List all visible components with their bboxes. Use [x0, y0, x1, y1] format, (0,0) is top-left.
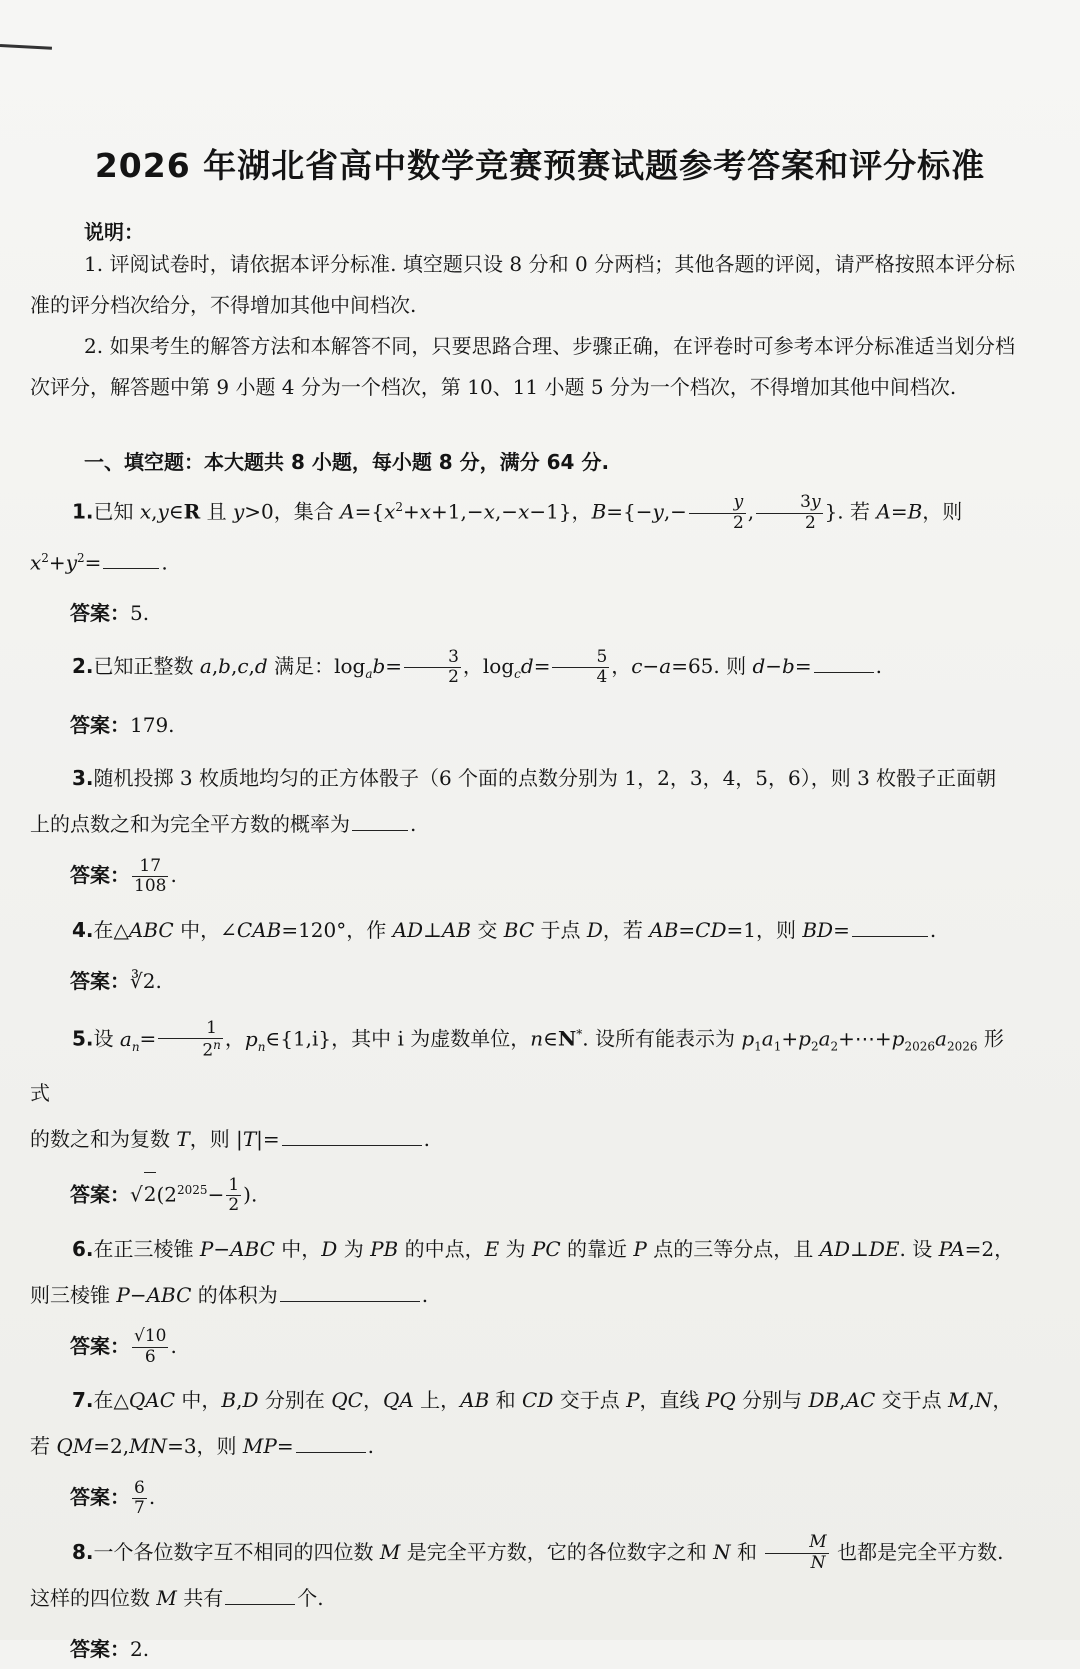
question-1: 1.已知 x,y∈R 且 y>0，集合 $A=\{x^2+x+1,-x,-x-1\}$，B={−y,− $\frac{y}{2}$ , $\frac{3y}{2}$ }. 若 A=B，则 $x^2+y^2=$ . — [30, 492, 963, 575]
question-7: 7.在△QAC 中，B,D 分别在 QC，QA 上，AB 和 CD 交于点 P，直线 PQ 分别与 DB,AC 交于点 M,N， — [72, 1388, 1013, 1413]
answer-5: 答案：$√2(2^{2025}-$ $\frac{1}{2}$ ). — [70, 1170, 1015, 1216]
notes-heading: 说明： — [84, 220, 144, 244]
document-title: 2026 年湖北省高中数学竞赛预赛试题参考答案和评分标准 — [94, 146, 986, 185]
question-5-cont: 的数之和为复数 T，则 |T|= . — [30, 1126, 431, 1151]
note-item-1: 1. 评阅试卷时，请依据本评分标准. 填空题只设 8 分和 0 分两档；其他各题的评阅，请严格按照本评分标准的评分档次给分，不得增加其他中间档次. — [30, 252, 1015, 317]
section-heading: 一、填空题：本大题共 8 小题，每小题 8 分，满分 64 分. — [84, 450, 610, 474]
answer-2: 答案：179. — [70, 713, 175, 738]
question-7-cont: 若 QM=2,MN=3，则 MP= . — [30, 1434, 374, 1459]
answer-3: 答案： $\frac{17}{108}$ . — [70, 855, 177, 897]
question-8: 8.一个各位数字互不相同的四位数 M 是完全平方数，它的各位数字之和 N 和 $\frac{M}{N}$ 也都是完全平方数. — [72, 1532, 1004, 1573]
answer-6: 答案： $\frac{√10}{6}$ . — [70, 1326, 177, 1367]
question-8-cont: 这样的四位数 M 共有 个. — [30, 1585, 324, 1610]
question-3: 3.随机投掷 3 枚质地均匀的正方体骰子（6 个面的点数分别为 1，2，3，4，5，6），则 3 枚骰子正面朝上的点数之和为完全平方数的概率为 . — [30, 766, 997, 837]
answer-1: 答案：5. — [70, 601, 150, 626]
answer-4: 答案：∛2. — [70, 968, 162, 993]
question-5: 5.设 $a_n=$ $\frac{1}{2^n}$ ，$p_n\in\{1,i\}$，其中 i 为虚数单位，n∈N*. 设所有能表示为 $p_1a_1+p_2a_2+\cdots+p_{2026}a_{2026}$ 形式 — [30, 1017, 1004, 1105]
document-body — [30, 220, 1015, 1669]
note-item-2: 2. 如果考生的解答方法和本解答不同，只要思路合理、步骤正确，在评卷时可参考本评分标准适当划分档次评分，解答题中第 9 小题 4 分为一个档次，第 10、11 小题 5 分为一个档次，不得增加其他中间档次. — [30, 334, 1015, 399]
answer-8: 答案：2. — [70, 1636, 150, 1661]
question-6: 6.在正三棱锥 P−ABC 中，D 为 PB 的中点，E 为 PC 的靠近 P 点的三等分点，且 AD⊥DE. 设 PA=2， — [72, 1236, 1015, 1261]
question-6-cont: 则三棱锥 P−ABC 的体积为 . — [30, 1282, 429, 1307]
answer-7: 答案： $\frac{6}{7}$ . — [70, 1477, 156, 1519]
scan-mark — [0, 44, 52, 50]
question-2: 2.已知正整数 a,b,c,d 满足：$\log_ab=$ $\frac{3}{2}$ ，$\log_cd=$ $\frac{5}{4}$ ，c−a=65. 则 d−b= . — [72, 646, 882, 688]
question-4: 4.在△ABC 中，∠CAB=120°，作 AD⊥AB 交 BC 于点 D，若 AB=CD=1，则 BD= . — [72, 917, 937, 942]
